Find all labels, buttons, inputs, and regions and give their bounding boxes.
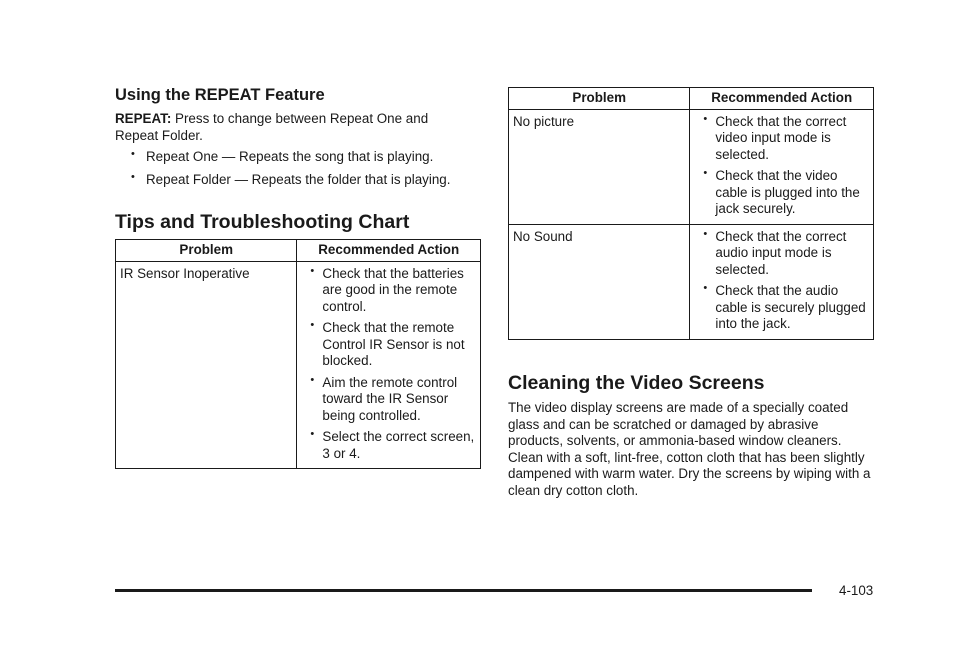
action-header: Recommended Action bbox=[690, 88, 874, 110]
list-item: • Repeat One — Repeats the song that is playing. bbox=[115, 149, 475, 166]
troubleshooting-heading: Tips and Troubleshooting Chart bbox=[115, 211, 410, 233]
list-item: • Check that the correct audio input mode is selected. bbox=[694, 229, 869, 279]
problem-cell: No picture bbox=[509, 109, 690, 224]
list-item: • Check that the batteries are good in the remote control. bbox=[301, 266, 476, 316]
list-item: • Check that the audio cable is securely plugged into the jack. bbox=[694, 283, 869, 333]
repeat-lead-label: REPEAT: bbox=[115, 111, 172, 126]
action-cell bbox=[690, 224, 874, 339]
page-number: 4-103 bbox=[839, 583, 874, 598]
cleaning-heading: Cleaning the Video Screens bbox=[508, 372, 765, 394]
troubleshooting-table-right bbox=[508, 87, 874, 340]
footer-rule bbox=[115, 589, 812, 592]
table-row bbox=[116, 261, 481, 469]
repeat-lead-text: Press to change between Repeat One and Repeat Folder. bbox=[115, 111, 429, 143]
list-item: • Select the correct screen, 3 or 4. bbox=[301, 429, 476, 462]
list-item: • Check that the remote Control IR Sensor is not blocked. bbox=[301, 320, 476, 370]
table-header-row bbox=[116, 240, 481, 262]
table-header-row bbox=[509, 88, 874, 110]
list-item: • Aim the remote control toward the IR Sensor being controlled. bbox=[301, 375, 476, 425]
repeat-paragraph bbox=[115, 111, 475, 144]
list-item: • Repeat Folder — Repeats the folder that is playing. bbox=[115, 172, 475, 189]
problem-header: Problem bbox=[116, 240, 297, 262]
action-cell bbox=[297, 261, 481, 469]
problem-cell: IR Sensor Inoperative bbox=[116, 261, 297, 469]
action-cell bbox=[690, 109, 874, 224]
repeat-options-list bbox=[115, 149, 475, 194]
table-row bbox=[509, 224, 874, 339]
table-row bbox=[509, 109, 874, 224]
problem-cell: No Sound bbox=[509, 224, 690, 339]
list-item: • Check that the video cable is plugged into the jack securely. bbox=[694, 168, 869, 218]
cleaning-paragraph: The video display screens are made of a specially coated glass and can be scratched or damaged by abrasive products, solvents, or ammonia-based window cleaners. Clean with a soft, lint-free, cotton cloth that has been slightly dampened with warm water. Dry the screens by wiping with a clean dry cotton cloth. bbox=[508, 400, 871, 498]
action-header: Recommended Action bbox=[297, 240, 481, 262]
problem-header: Problem bbox=[509, 88, 690, 110]
repeat-feature-heading: Using the REPEAT Feature bbox=[115, 86, 325, 104]
list-item: • Check that the correct video input mode is selected. bbox=[694, 114, 869, 164]
troubleshooting-table-left bbox=[115, 239, 481, 469]
